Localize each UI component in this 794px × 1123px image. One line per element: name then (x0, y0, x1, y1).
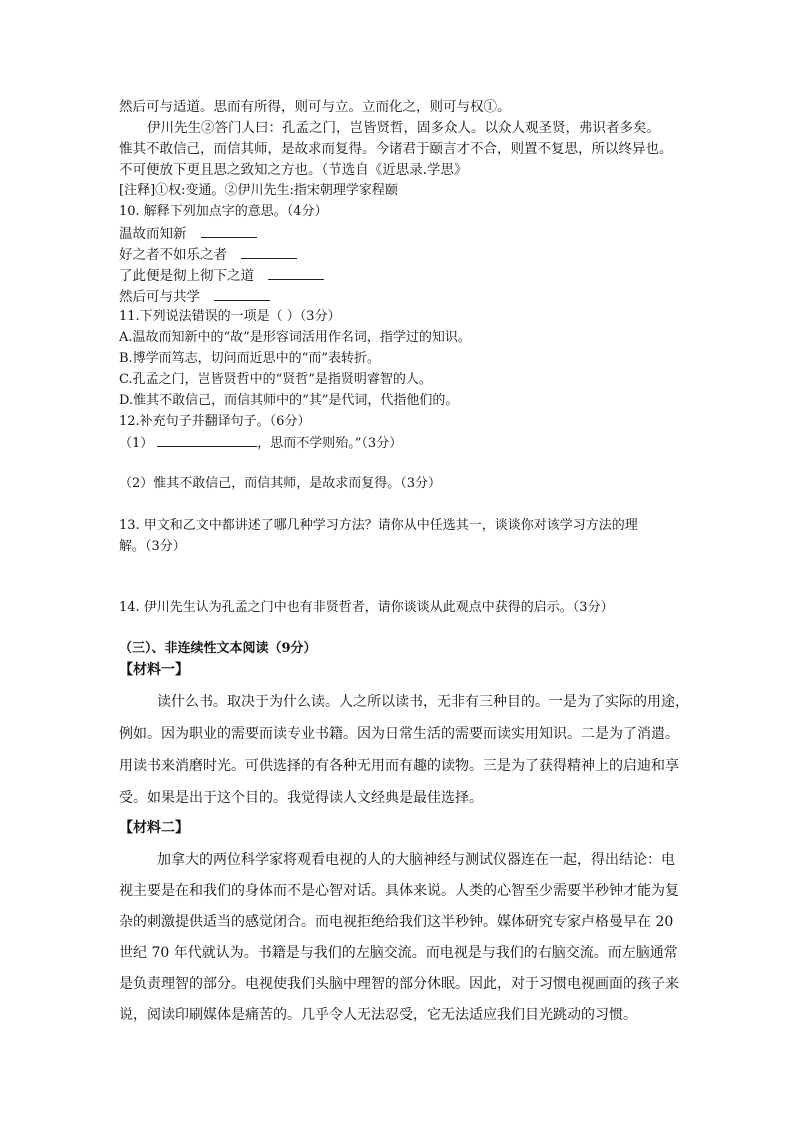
material-2-line: 世纪 70 年代就认为。书籍是与我们的左脑交流。而电视是与我们的右脑交流。而左脑通常 (119, 945, 678, 961)
q10-item-text: 了此便是彻上彻下之道 (119, 268, 254, 284)
q12-sub1-suffix: ，思而不学则殆。”（3分） (257, 436, 403, 451)
material-2-line: 是负责理智的部分。电视使我们头脑中理智的部分休眠。因此，对于习惯电视画面的孩子来 (119, 976, 679, 992)
material-1-line: 受。如果是出于这个目的。我觉得读人文经典是最佳选择。 (119, 790, 483, 806)
answer-blank[interactable] (268, 265, 324, 280)
question-11-stem: 11.下列说法错误的一项是（ ）（3分） (119, 309, 341, 324)
material-2-title: 【材料二】 (119, 820, 189, 836)
q10-item-text: 好之者不如乐之者 (119, 247, 227, 263)
question-13-line: 13. 甲文和乙文中都讲述了哪几种学习方法？请你从中任选其一，谈谈你对该学习方法的理 (119, 518, 638, 533)
q10-item-text: 温故而知新 (119, 226, 187, 242)
q11-option: B.博学而笃志，切问而近思中的“而”表转折。 (119, 351, 380, 366)
passage-line: 然后可与适道。思而有所得，则可与立。立而化之，则可与权①。 (119, 99, 511, 115)
material-2-line: 杂的刺激提供适当的感觉闭合。而电视拒绝给我们这半秒钟。媒体研究专家卢格曼早在 20 (119, 914, 674, 930)
q10-item (119, 286, 270, 307)
q10-item (119, 244, 297, 265)
passage-line: 惟其不敢信己，而信其师，是故求而复得。今诸君于颐言才不合，则置不复思，所以终异也。 (119, 141, 673, 157)
material-2-line: 说，阅读印刷媒体是痛苦的。几乎令人无法忍受，它无法适应我们目光跳动的习惯。 (119, 1007, 637, 1023)
material-1-line: 例如。因为职业的需要而读专业书籍。因为日常生活的需要而读实用知识。二是为了消遣。 (119, 726, 679, 742)
material-2-line: 加拿大的两位科学家将观看电视的人的大脑神经与测试仪器连在一起，得出结论：电 (157, 852, 675, 868)
material-2-line: 视主要是在和我们的身体而不是心智对话。具体来说。人类的心智至少需要半秒钟才能为复 (119, 883, 679, 899)
section-heading: （三）、非连续性文本阅读（9分） (119, 641, 317, 656)
q10-item (119, 223, 257, 244)
answer-blank[interactable] (214, 286, 270, 301)
q10-item-text: 然后可与共学 (119, 289, 200, 305)
answer-blank[interactable] (157, 432, 257, 447)
q12-sub2: （2）惟其不敢信己，而信其师，是故求而复得。（3分） (119, 476, 442, 491)
question-10-stem: 10. 解释下列加点字的意思。（4分） (119, 204, 328, 219)
q11-option: A.温故而知新中的“故”是形容词活用作名词，指学过的知识。 (119, 330, 471, 345)
material-1-title: 【材料一】 (119, 662, 189, 678)
question-12-stem: 12.补充句子并翻译句子。（6分） (119, 414, 311, 429)
q11-option: D.惟其不敢信己，而信其师中的“其”是代词，代指他们的。 (119, 393, 459, 408)
material-1-line: 用读书来消磨时光。可供选择的有各种无用而有趣的读物。三是为了获得精神上的启迪和享 (119, 758, 679, 774)
q10-item (119, 265, 324, 286)
question-14: 14. 伊川先生认为孔孟之门中也有非贤哲者，请你谈谈从此观点中获得的启示。（3分） (119, 600, 614, 615)
material-1-line: 读什么书。取决于为什么读。人之所以读书，无非有三种目的。一是为了实际的用途， (157, 694, 689, 710)
q12-sub1 (119, 432, 402, 454)
question-13-line: 解。（3分） (119, 539, 186, 554)
annotation-note: [注释]①权:变通。②伊川先生:指宋朝理学家程颐 (119, 183, 398, 198)
q12-sub1-prefix: （1） (119, 436, 154, 451)
passage-line: 不可便放下更且思之致知之方也。（节选自《近思录.学思》 (119, 162, 468, 178)
answer-blank[interactable] (201, 223, 257, 238)
passage-line: 伊川先生②答门人曰：孔孟之门，岂皆贤哲，固多众人。以众人观圣贤，弗识者多矣。 (147, 120, 660, 136)
q11-option: C.孔孟之门，岂皆贤哲中的“贤哲”是指贤明睿智的人。 (119, 372, 432, 387)
answer-blank[interactable] (241, 244, 297, 259)
